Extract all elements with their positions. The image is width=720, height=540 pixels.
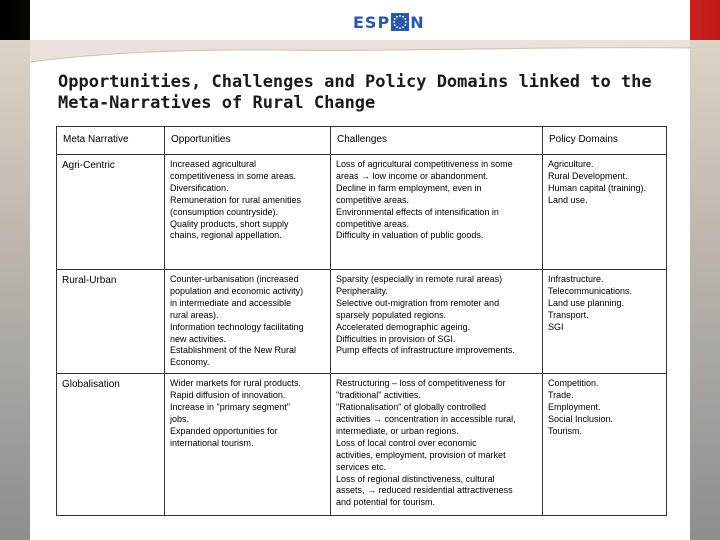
cell-line: rural areas).	[170, 309, 219, 320]
cell-line: activities → concentration in accessible rural,	[336, 413, 516, 424]
espon-logo	[353, 11, 425, 33]
cell-line: Establishment of the New Rural	[170, 345, 297, 356]
cell-line: Loss of regional distinctiveness, cultural	[336, 473, 495, 484]
cell-line: sparsely populated regions.	[336, 309, 447, 320]
cell-policy-domains	[543, 155, 667, 270]
cell-line: Quality products, short supply	[170, 218, 289, 229]
right-side-band	[690, 40, 720, 540]
cell-line: Information technology facilitating	[170, 321, 304, 332]
cell-line: Pump effects of infrastructure improvements.	[336, 345, 515, 356]
cell-line: services etc.	[336, 461, 387, 472]
cell-line: Counter-urbanisation (increased	[170, 274, 299, 284]
cell-line: Loss of local control over economic	[336, 437, 477, 448]
cell-line: international tourism.	[170, 437, 254, 448]
cell-line: competitive areas.	[336, 194, 410, 205]
cell-line: competitiveness in some areas.	[170, 170, 297, 181]
cell-line: Transport.	[548, 309, 589, 320]
cell-policy-domains	[543, 270, 667, 374]
cell-line: chains, regional appellation.	[170, 230, 282, 241]
cell-line: Agriculture.	[548, 159, 594, 169]
cell-line: Increase in "primary segment"	[170, 402, 290, 413]
cell-line: Human capital (training).	[548, 182, 647, 193]
row-name-agri-centric: Agri-Centric	[57, 155, 165, 270]
cell-line: Land use planning.	[548, 297, 625, 308]
cell-line: Infrastructure.	[548, 274, 604, 284]
cell-line: Environmental effects of intensification in	[336, 206, 499, 217]
cell-line: Difficulty in valuation of public goods.	[336, 230, 484, 241]
row-name-globalisation: Globalisation	[57, 374, 165, 516]
table-row	[57, 374, 667, 516]
cell-line: and potential for tourism.	[336, 497, 436, 508]
cell-line: Social Inclusion.	[548, 413, 614, 424]
cell-challenges	[331, 270, 543, 374]
table-row	[57, 155, 667, 270]
cell-line: (consumption countryside).	[170, 206, 279, 217]
left-side-band	[0, 40, 30, 540]
cell-line: Land use.	[548, 194, 588, 205]
cell-line: Competition.	[548, 378, 599, 389]
row-name-rural-urban: Rural-Urban	[57, 270, 165, 374]
cell-line: Telecommunications.	[548, 285, 633, 296]
table-row	[57, 270, 667, 374]
narratives-table	[56, 126, 667, 516]
cell-line: intermediate, or urban regions.	[336, 425, 459, 436]
cell-line: Accelerated demographic ageing.	[336, 321, 471, 332]
cell-line: assets, → reduced residential attractiveness	[336, 485, 513, 496]
cell-line: Restructuring – loss of competitiveness for	[336, 378, 506, 389]
cell-policy-domains	[543, 374, 667, 516]
title-line-1: Opportunities, Challenges and Policy Domains linked to the	[58, 72, 652, 92]
cell-line: competitive areas.	[336, 218, 410, 229]
cell-line: Peripherality.	[336, 285, 388, 296]
cell-challenges	[331, 155, 543, 270]
table-header-row	[57, 127, 667, 155]
cell-line: Sparsity (especially in remote rural areas)	[336, 274, 503, 284]
header-meta-narrative: Meta Narrative	[57, 127, 165, 155]
cell-opportunities	[165, 374, 331, 516]
cell-line: Wider markets for rural products.	[170, 378, 302, 389]
cell-line: Selective out-migration from remoter and	[336, 297, 500, 308]
title-line-2: Meta-Narratives of Rural Change	[58, 93, 376, 113]
cell-line: in intermediate and accessible	[170, 297, 292, 308]
cell-line: Decline in farm employment, even in	[336, 182, 482, 193]
cell-line: Increased agricultural	[170, 159, 257, 169]
cell-line: Expanded opportunities for	[170, 425, 278, 436]
cell-line: Loss of agricultural competitiveness in some	[336, 159, 513, 169]
cell-line: new activities.	[170, 333, 227, 344]
cell-challenges	[331, 374, 543, 516]
cell-line: "Rationalisation" of globally controlled	[336, 402, 486, 413]
cell-line: jobs.	[170, 413, 190, 424]
cell-line: Remuneration for rural amenities	[170, 194, 302, 205]
cell-line: Economy.	[170, 357, 210, 368]
cell-line: Trade.	[548, 390, 574, 401]
cell-opportunities	[165, 155, 331, 270]
cell-line: SGI	[548, 321, 564, 332]
cell-line: activities, employment, provision of market	[336, 449, 506, 460]
cell-line: Employment.	[548, 402, 601, 413]
logo-text-left: ESP	[353, 12, 391, 32]
header-challenges: Challenges	[331, 127, 543, 155]
logo-text-right: N	[410, 12, 425, 32]
cell-line: Tourism.	[548, 425, 583, 436]
cell-line: Rapid diffusion of innovation.	[170, 390, 286, 401]
cell-line: Rural Development.	[548, 170, 628, 181]
page-title	[58, 72, 678, 114]
narratives-table-wrap	[56, 126, 666, 516]
header-wave	[30, 40, 690, 68]
cell-line: population and economic activity)	[170, 285, 304, 296]
header-policy-domains: Policy Domains	[543, 127, 667, 155]
cell-line: Diversification.	[170, 182, 229, 193]
cell-opportunities	[165, 270, 331, 374]
cell-line: "traditional" activities.	[336, 390, 421, 401]
cell-line: Difficulties in provision of SGI.	[336, 333, 456, 344]
header-opportunities: Opportunities	[165, 127, 331, 155]
cell-line: areas → low income or abandonment.	[336, 170, 489, 181]
eu-stars-icon	[391, 13, 409, 31]
